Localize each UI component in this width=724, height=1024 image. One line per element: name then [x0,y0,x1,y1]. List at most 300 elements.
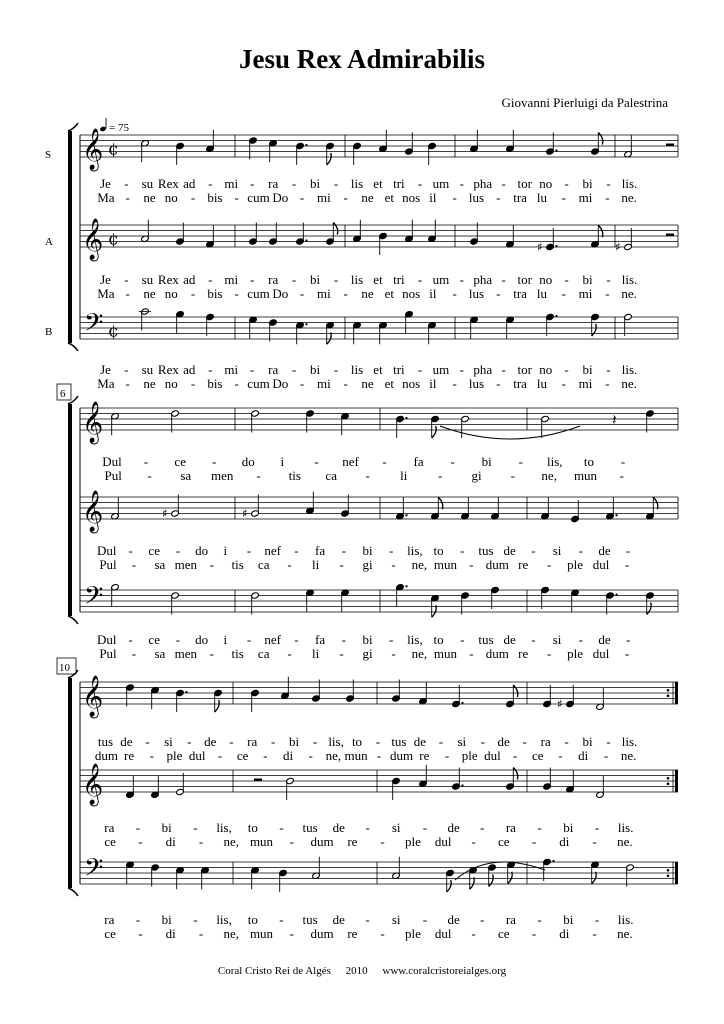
lyric-syllable: ad [183,176,196,191]
note [312,857,321,880]
lyric-syllable: - [564,362,569,377]
lyric-syllable: - [592,834,597,849]
time-signature: ¢ [108,139,119,160]
notation-layer [68,123,678,896]
note [346,680,355,703]
footer-website: www.coralcristoreialges.org [382,965,507,977]
lyric-syllable: Do [272,190,289,205]
lyric-syllable: do [241,454,255,469]
note [353,142,362,165]
lyric-syllable: si [164,734,173,749]
lyric-syllable: - [531,632,536,647]
note [206,130,215,153]
lyric-syllable: - [125,190,130,205]
note [326,142,335,165]
lyric-syllable: tus [302,912,318,927]
lyric-syllable: - [522,734,527,749]
lyric-syllable: re [124,748,135,763]
lyric-syllable: de [332,912,345,927]
bass-clef: 𝄢 [84,853,104,889]
bass-clef: 𝄢 [84,581,104,617]
lyric-syllable: lis, [216,820,232,835]
lyric-syllable: - [365,820,370,835]
note [506,316,515,339]
lyric-syllable: lis, [216,912,232,927]
lyric-syllable: dul [484,748,501,763]
note [626,864,635,887]
lyric-syllable: - [496,376,501,391]
lyric-syllable: - [624,646,630,661]
lyric-syllable: sa [154,646,166,661]
lyric-syllable: bi [582,734,593,749]
note [251,867,260,890]
lyric-syllable: tor [517,272,532,287]
lyric-syllable: - [603,748,609,763]
lyric-syllable: - [190,376,196,391]
lyric-syllable: mi [317,376,331,391]
lyric-syllable: - [537,820,542,835]
note [126,776,135,799]
note [537,228,558,254]
lyric-syllable: tus [391,734,407,749]
lyric-syllable: ce [148,632,160,647]
lyric-syllable: sa [180,468,192,483]
note [249,223,258,246]
lyric-syllable: lis, [547,454,563,469]
note [171,592,180,615]
lyric-syllable: lis, [407,543,423,558]
lyric-syllable: bi [563,820,574,835]
lyric-syllable: dum [390,748,414,763]
lyric-syllable: si [552,543,562,558]
note [251,592,260,615]
lyric-syllable: - [299,376,305,391]
lyric-syllable: - [444,748,450,763]
lyric-syllable: - [417,362,423,377]
note [646,592,655,615]
lyric-syllable: tus [97,734,114,749]
lyric-syllable: - [510,468,515,483]
lyric-syllable: - [193,820,198,835]
lyric-syllable: do [195,543,209,558]
lyric-syllable: - [606,734,611,749]
lyric-syllable: mun [573,468,598,483]
lyric-syllable: - [145,734,150,749]
note [151,687,160,710]
lyric-syllable: men [211,468,234,483]
lyric-syllable: il [429,190,437,205]
lyric-syllable: re [347,926,358,941]
note [571,500,580,523]
note [571,589,580,612]
note [461,497,470,520]
lyric-syllable: - [564,176,569,191]
lyric-syllable: ce [174,454,186,469]
lyric-syllable: - [561,190,566,205]
lyric-syllable: nef [264,632,282,647]
lyric-syllable: dum [485,646,509,661]
lyric-syllable: de [503,632,516,647]
lyric-syllable: ne, [411,646,428,661]
lyric-syllable: de [503,543,516,558]
lyric-syllable: lis. [621,272,638,287]
lyric-syllable: ra [247,734,258,749]
lyric-syllable: mi [224,362,239,377]
treble-clef: 𝄞 [82,402,104,443]
lyric-syllable: dul [592,557,610,572]
lyric-syllable: - [547,557,552,572]
final-barline [675,770,678,792]
note [591,225,603,248]
lyric-syllable: Rex [157,272,179,287]
lyric-syllable: Pul [104,468,122,483]
lyric-syllable: to [247,820,258,835]
lyric-syllable: pha [473,176,493,191]
lyric-syllable: ne, [411,557,428,572]
bass-clef: 𝄢 [84,308,104,344]
lyric-syllable: - [459,176,464,191]
lyric-syllable: lis [350,362,364,377]
lyric-syllable: - [250,176,255,191]
lyric-syllable: di [165,926,176,941]
lyric-syllable: - [501,176,506,191]
lyric-syllable: mun [344,748,368,763]
note [419,765,428,788]
note [312,680,321,703]
note [396,497,408,520]
lyric-syllable: de [332,820,345,835]
lyric-syllable: ne, [223,926,240,941]
lyric-syllable: de [120,734,133,749]
lyric-syllable: nos [402,376,421,391]
lyric-syllable: - [138,834,143,849]
lyric-syllable: no [164,190,178,205]
note [111,584,120,607]
lyric-syllable: - [190,190,196,205]
lyric-syllable: tra [513,286,527,301]
lyric-syllable: bi [310,362,321,377]
note [269,140,278,163]
lyric-syllable: - [606,176,611,191]
note [431,595,440,618]
lyric-syllable: - [287,557,292,572]
lyric-syllable: dul [592,646,610,661]
lyric-syllable: Ma [97,376,115,391]
lyric-syllable: - [250,362,255,377]
lyric-syllable: bis [207,376,223,391]
lyric-syllable: - [229,734,234,749]
lyric-syllable: si [391,912,401,927]
lyric-syllable: ne, [541,468,557,483]
lyric-syllable: - [190,286,196,301]
lyric-syllable: lu [536,286,547,301]
time-signature: ¢ [108,321,119,342]
note [405,133,414,156]
lyric-syllable: re [518,557,529,572]
lyric-syllable: lu [536,190,547,205]
lyric-syllable: - [256,468,261,483]
note [176,689,188,712]
note [214,689,223,712]
lyric-syllable: - [341,543,346,558]
lyric-syllable: - [271,734,276,749]
lyric-syllable: tus [478,543,494,558]
lyric-syllable: - [208,176,213,191]
lyric-syllable: no [164,376,178,391]
lyric-syllable: ce [104,926,116,941]
note [201,867,210,890]
lyric-syllable: ra [268,362,279,377]
note [111,413,120,436]
lyric-syllable: - [138,926,143,941]
note [206,313,215,336]
lyric-syllable: su [141,272,154,287]
lyric-syllable: Dul [97,632,117,647]
lyric-syllable: do [195,632,209,647]
note [269,223,278,246]
lyric-syllable: - [620,454,626,469]
lyric-syllable: - [496,190,501,205]
lyric-syllable: Rex [157,176,179,191]
lyric-syllable: - [333,176,339,191]
lyric-syllable: - [339,557,344,572]
lyric-syllable: mun [249,926,274,941]
lyric-syllable: - [312,734,318,749]
lyric-syllable: si [457,734,467,749]
bracket-hook [68,123,78,131]
lyric-syllable: de [413,734,427,749]
lyric-syllable: - [512,748,518,763]
lyric-syllable: Dul [97,543,117,558]
lyric-syllable: - [124,272,129,287]
lyric-syllable: - [626,543,631,558]
lyric-syllable: - [124,362,129,377]
lyric-syllable: ne [143,286,156,301]
note [428,220,437,243]
lyric-syllable: - [294,632,299,647]
system-bracket [68,678,72,888]
lyric-syllable: ple [567,557,584,572]
note [111,497,120,520]
lyric-syllable: lu [536,376,547,391]
lyric-syllable: - [291,272,297,287]
time-signature: ¢ [108,229,119,250]
lyric-syllable: bis [207,190,223,205]
lyric-syllable: - [469,557,474,572]
lyric-syllable: tri [393,362,405,377]
note [546,313,558,336]
lyric-syllable: ce [498,926,510,941]
lyric-syllable: - [380,834,385,849]
note [379,232,388,255]
lyric-syllable: - [452,376,457,391]
lyric-syllable: dul [434,834,452,849]
note [251,689,260,712]
lyric-syllable: bi [161,820,172,835]
lyric-syllable: to [247,912,258,927]
lyric-syllable: dum [485,557,509,572]
lyric-syllable: - [417,176,423,191]
half-rest [666,234,674,237]
repeat-dot [667,777,670,780]
lyric-syllable: lis [350,176,364,191]
lyric-syllable: - [209,646,214,661]
lyric-syllable: - [279,820,284,835]
note [379,130,388,153]
lyric-syllable: fa [413,454,424,469]
lyric-syllable: - [149,748,154,763]
svg-text:♯: ♯ [537,240,543,254]
lyric-syllable: - [537,912,542,927]
footer-publisher: Coral Cristo Rei de Algés [217,965,331,977]
lyric-syllable: - [518,454,523,469]
note [353,322,362,345]
lyric-syllable: ne [361,376,374,391]
lyric-syllable: no [539,362,553,377]
lyric-syllable: Je [100,176,111,191]
lyric-syllable: de [497,734,510,749]
lyric-syllable: - [417,272,423,287]
lyric-syllable: ne [361,286,374,301]
lyric-syllable: li [400,468,408,483]
lyric-syllable: - [131,557,137,572]
lyric-syllable: bi [289,734,300,749]
lyric-syllable: - [299,190,305,205]
lyric-syllable: - [287,646,292,661]
lyric-syllable: si [391,820,401,835]
lyric-syllable: di [578,748,589,763]
lyric-syllable: - [187,734,192,749]
note [126,861,135,884]
lyric-syllable: - [289,926,294,941]
lyric-syllable: bis [207,286,223,301]
lyric-syllable: tis [231,646,244,661]
lyric-syllable: mun [433,646,457,661]
final-barline [675,862,678,884]
bracket-hook [68,888,78,896]
note [281,677,290,700]
svg-text:♯: ♯ [162,506,168,521]
lyric-syllable: - [343,376,348,391]
lyric-syllable: - [561,376,566,391]
lyric-syllable: cum [247,376,270,391]
lyric-syllable: de [447,912,460,927]
lyric-syllable: di [282,748,294,763]
lyric-syllable: - [135,820,141,835]
lyric-syllable: li [311,557,320,572]
note [615,228,632,254]
note [249,316,258,339]
lyric-syllable: - [128,632,133,647]
lyric-syllable: lis, [407,632,423,647]
system-bracket [68,131,72,343]
note [646,410,655,433]
lyric-syllable: ce [148,543,160,558]
lyric-syllable: - [333,362,339,377]
note [419,682,428,705]
lyric-syllable: ple [461,748,478,763]
note [507,861,516,884]
lyric-syllable: - [279,912,284,927]
lyric-syllable: pha [473,362,493,377]
system-bracket [68,404,72,616]
lyric-syllable: ne, [223,834,240,849]
note [606,592,618,615]
composer-credit: Giovanni Pierluigi da Palestrina [501,95,668,110]
lyric-syllable: - [496,286,501,301]
note [624,135,633,158]
note [296,142,308,165]
note [491,497,500,520]
note [431,415,440,438]
note [341,495,350,518]
repeat-dot [667,689,670,692]
lyric-syllable: bi [310,176,321,191]
page-footer [0,965,724,977]
voice-label-bass: B [45,326,53,338]
note [176,311,185,334]
lyric-syllable: - [459,272,464,287]
note [242,495,259,521]
treble-clef: 𝄞 [82,491,104,532]
lyric-syllable: bi [362,543,373,558]
lyric-syllable: fa [315,632,326,647]
lyric-syllable: - [234,286,239,301]
lyric-syllable: - [250,272,255,287]
lyric-syllable: il [429,286,437,301]
lyric-syllable: - [124,176,129,191]
lyric-syllable: - [343,286,348,301]
note [353,220,362,243]
note [139,308,151,331]
note [624,313,633,336]
note [557,685,574,711]
lyric-syllable: lis. [617,820,634,835]
lyric-syllable: lus [468,376,485,391]
lyric-syllable: nos [402,286,421,301]
lyric-syllable: ra [268,176,279,191]
lyric-syllable: tus [302,820,318,835]
lyric-syllable: et [373,362,383,377]
note [405,311,414,334]
lyric-syllable: - [531,926,537,941]
note [141,220,150,243]
lyric-syllable: bi [310,272,321,287]
lyric-syllable: ce [104,834,116,849]
lyric-syllable: Rex [157,362,179,377]
lyric-syllable: de [204,734,217,749]
lyric-syllable: - [594,912,600,927]
lyric-syllable: - [193,912,198,927]
lyric-syllable: ra [104,912,115,927]
lyric-syllable: ra [540,734,551,749]
bracket-hook [68,616,78,624]
lyric-syllable: bi [362,632,373,647]
note [176,773,185,796]
note [470,223,479,246]
note [162,495,179,521]
lyric-syllable: gi [362,557,373,572]
lyric-syllable: - [389,632,394,647]
lyric-syllable: - [333,272,339,287]
lyric-syllable: mi [578,190,593,205]
note [491,586,500,609]
repeat-dot [667,874,670,877]
lyric-syllable: ple [166,748,183,763]
lyric-syllable: lis [350,272,364,287]
lyric-syllable: re [347,834,358,849]
lyric-syllable: Je [100,362,111,377]
